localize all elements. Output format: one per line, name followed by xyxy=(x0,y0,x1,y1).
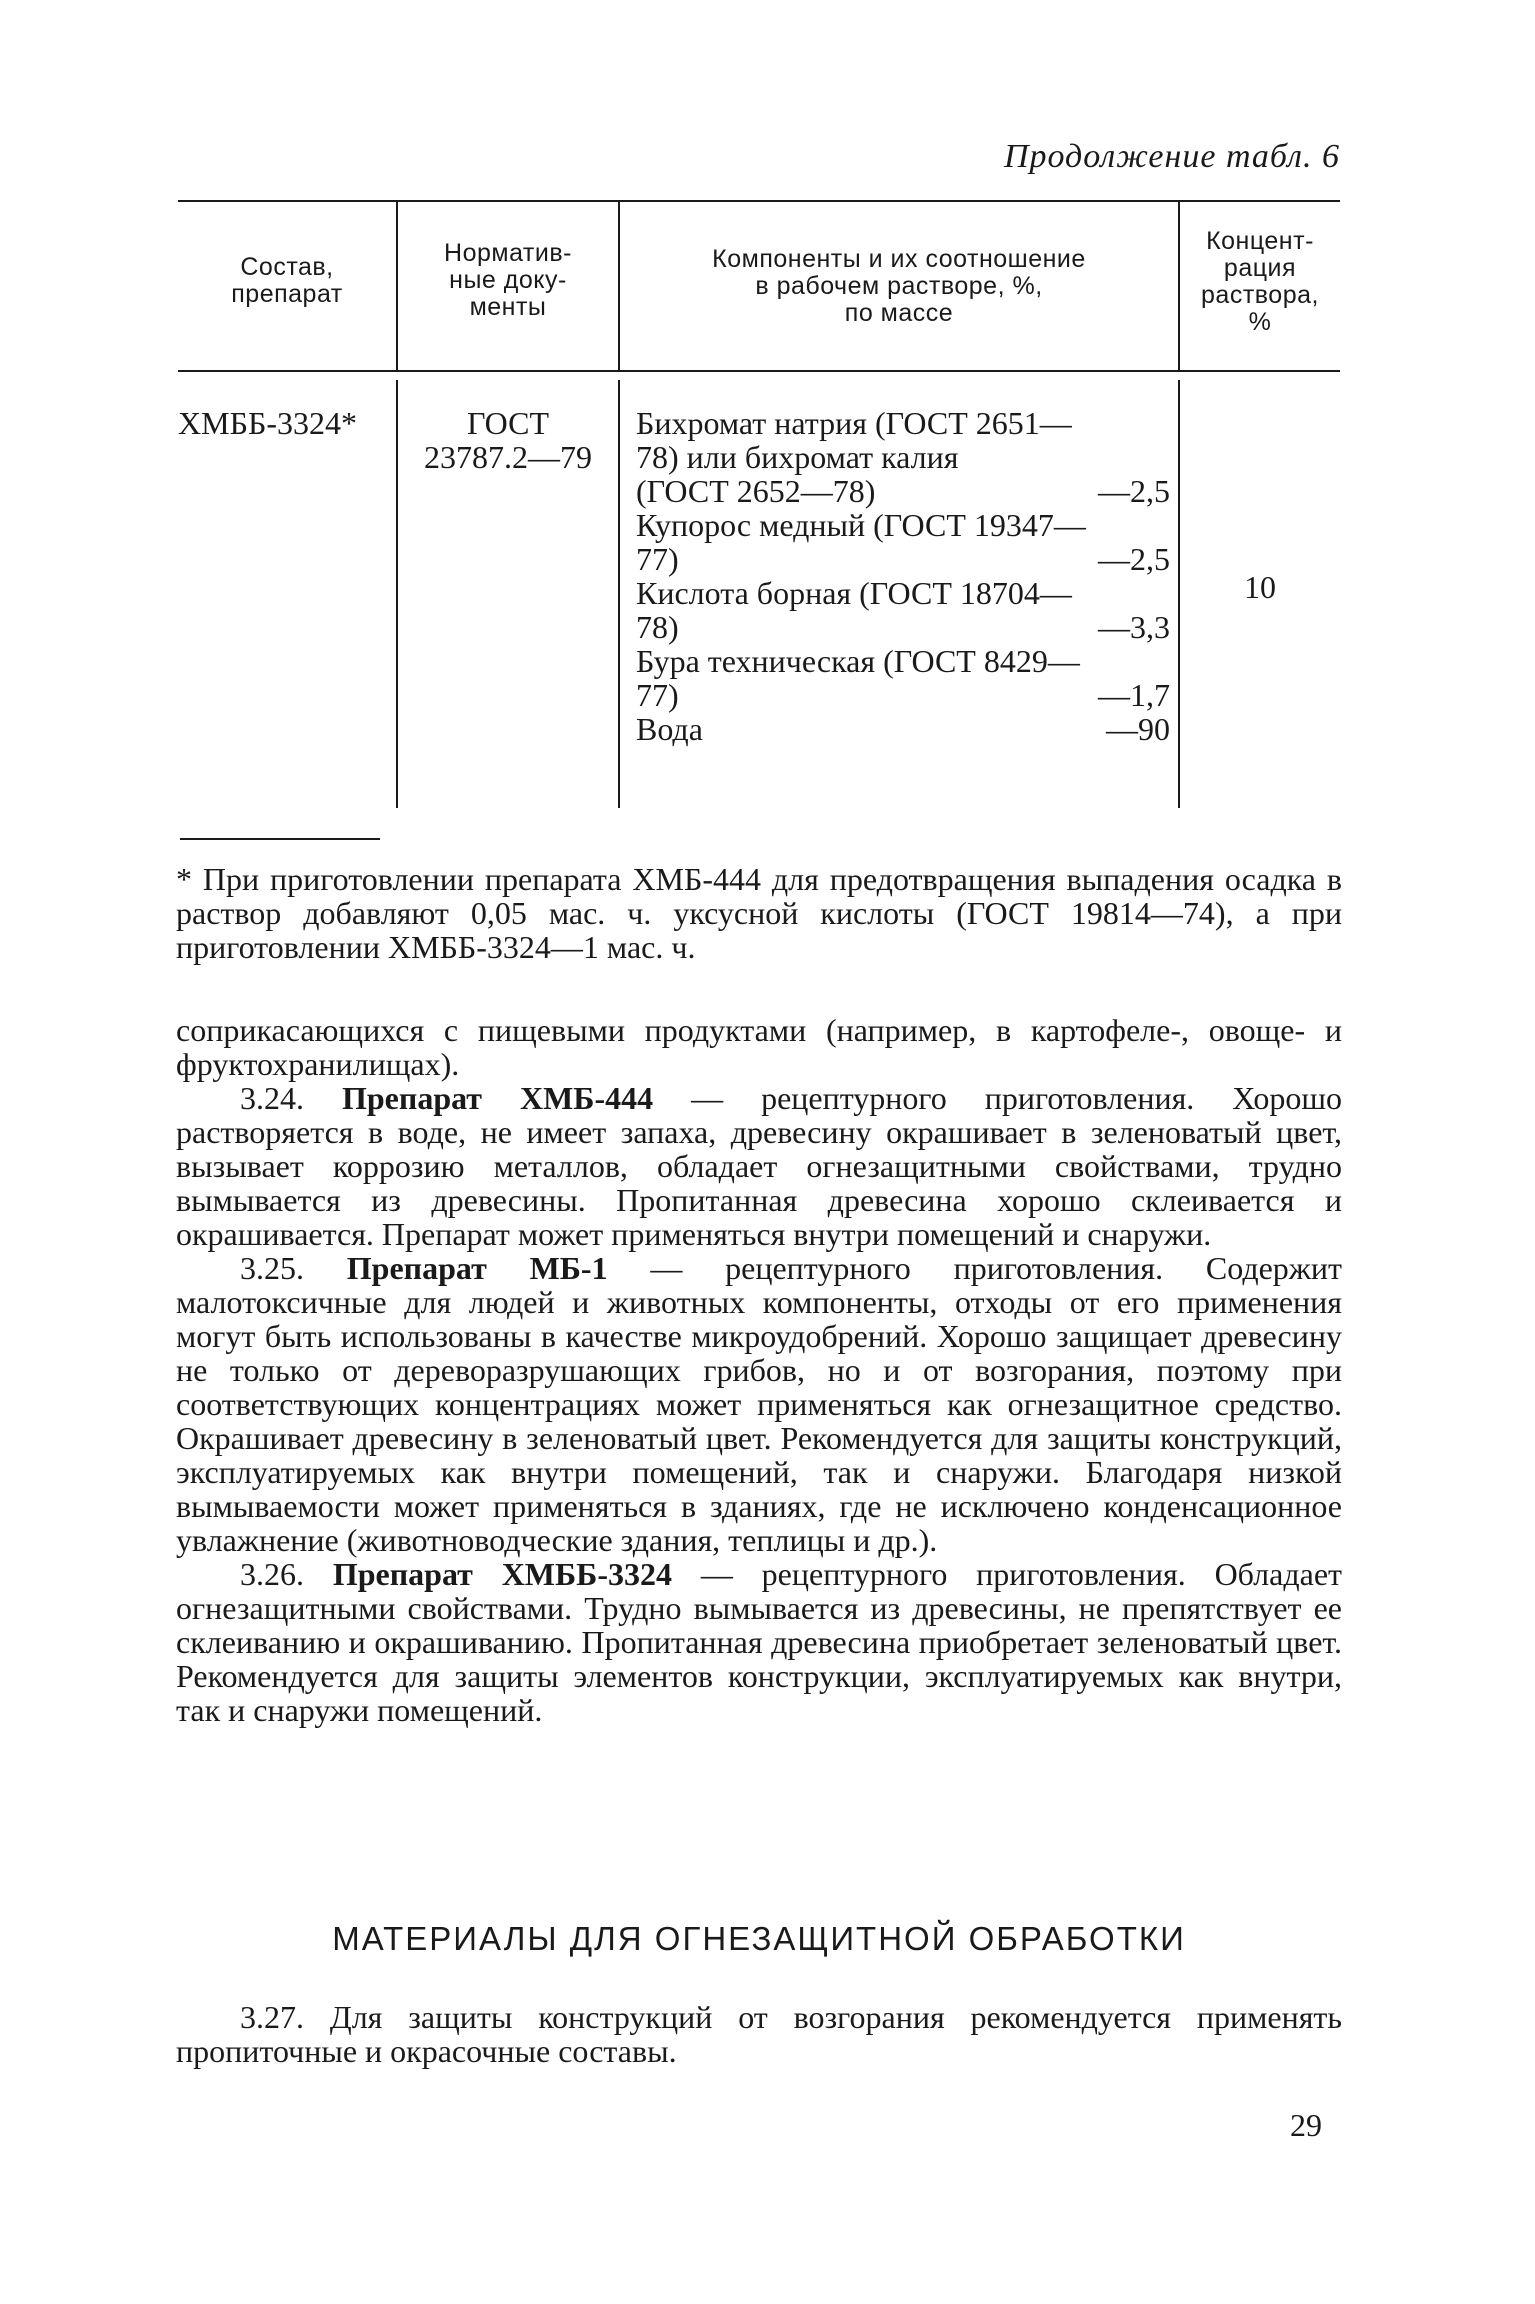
cell-concentration: 10 xyxy=(1244,569,1276,605)
component-line xyxy=(636,406,1170,440)
component-amount: —3,3 xyxy=(1098,609,1170,645)
cell-preparation-name: ХМББ-3324* xyxy=(178,405,357,441)
component-line xyxy=(636,678,1170,712)
preparation-name: Препарат МБ-1 xyxy=(346,1250,608,1286)
component-amount: —1,7 xyxy=(1098,677,1170,713)
component-line xyxy=(636,508,1170,542)
component-text: 78) xyxy=(636,609,679,645)
component-line xyxy=(636,712,1170,746)
component-text: 78) или бихромат калия xyxy=(636,439,959,475)
footnote-rule xyxy=(180,838,380,840)
component-text: 77) xyxy=(636,677,679,713)
component-amount: —2,5 xyxy=(1098,473,1170,509)
component-line xyxy=(636,542,1170,576)
header-normative-docs: Норматив- ные доку- менты xyxy=(444,239,572,321)
component-text: Купорос медный (ГОСТ 19347— xyxy=(636,507,1086,543)
component-line xyxy=(636,576,1170,610)
paragraph-3-27: 3.27. Для защиты конструкций от возгорания рекомендуется применять пропиточные и окрасочные составы. xyxy=(176,1999,1342,2069)
paragraph-3-26: 3.26. Препарат ХМББ-3324 — рецептурного приготовления. Обладает огнезащитными свойствами. Трудно вымывается из древесины, не препятствует ее склеиванию и окрашиванию. Пропитанная древесина приобретает зеленоватый цвет. Рекомендуется для защиты элементов конструкции, эксплуатируемых как внутри, так и снаружи помещений. xyxy=(176,1556,1343,1728)
component-amount: —2,5 xyxy=(1098,541,1170,577)
page-number: 29 xyxy=(1290,2107,1322,2143)
component-line xyxy=(636,440,1170,474)
preparation-name: Препарат ХМБ-444 xyxy=(341,1080,654,1116)
table-header-rule xyxy=(178,370,1340,372)
component-text: Кислота борная (ГОСТ 18704— xyxy=(636,575,1072,611)
body-text xyxy=(176,1013,1342,1727)
section-heading: МАТЕРИАЛЫ ДЛЯ ОГНЕЗАЩИТНОЙ ОБРАБОТКИ xyxy=(332,1920,1186,1957)
table-continuation-label: Продолжение табл. 6 xyxy=(1003,138,1340,175)
paragraph-3-25: 3.25. Препарат МБ-1 — рецептурного приготовления. Содержит малотоксичные для людей и животных компоненты, отходы от его применения могут быть использованы в качестве микроудобрений. Хорошо защищает древесину не только от дереворазрушающих грибов, но и от возгорания, поэтому при соответствующих концентрациях может применяться как огнезащитное средство. Окрашивает древесину в зеленоватый цвет. Рекомендуется для защиты конструкций, эксплуатируемых как внутри помещений, так и снаружи. Благодаря низкой вымываемости может применяться в зданиях, где не исключено конденсационное увлажнение (животноводческие здания, теплицы и др.). xyxy=(176,1250,1343,1558)
column-divider xyxy=(618,380,620,808)
preparation-name: Препарат ХМББ-3324 xyxy=(332,1556,672,1592)
cell-components xyxy=(636,406,1170,746)
component-line xyxy=(636,610,1170,644)
component-line xyxy=(636,474,1170,508)
component-text: 77) xyxy=(636,541,679,577)
table-footnote: * При приготовлении препарата ХМБ-444 для предотвращения выпадения осадка в раствор добавляют 0,05 мас. ч. уксусной кислоты (ГОСТ 19814—74), а при приготовлении ХМББ-3324—1 мас. ч. xyxy=(176,861,1342,965)
component-text: Вода xyxy=(636,711,703,747)
paragraph-3-24: 3.24. Препарат ХМБ-444 — рецептурного приготовления. Хорошо растворяется в воде, не имеет запаха, древесину окрашивает в зеленоватый цвет, вызывает коррозию металлов, обладает огнезащитными свойствами, трудно вымывается из древесины. Пропитанная древесина хорошо склеивается и окрашивается. Препарат может применяться внутри помещений и снаружи. xyxy=(176,1080,1342,1252)
header-composition: Состав, препарат xyxy=(231,253,343,308)
table-top-rule xyxy=(178,200,1340,202)
paragraph-continuation: соприкасающихся с пищевыми продуктами (например, в картофеле-, овоще- и фруктохранилищах). xyxy=(176,1012,1342,1082)
component-text: Бихромат натрия (ГОСТ 2651— xyxy=(636,405,1072,441)
component-line xyxy=(636,644,1170,678)
component-amount: —90 xyxy=(1106,711,1170,747)
body-text-lower xyxy=(176,2000,1342,2068)
header-concentration: Концент- рация раствора, % xyxy=(1201,227,1319,336)
component-text: Бура техническая (ГОСТ 8429— xyxy=(636,643,1080,679)
cell-normative-doc: ГОСТ 23787.2—79 xyxy=(424,405,592,475)
header-components: Компоненты и их соотношение в рабочем растворе, %, по массе xyxy=(712,245,1086,327)
component-text: (ГОСТ 2652—78) xyxy=(636,473,876,509)
